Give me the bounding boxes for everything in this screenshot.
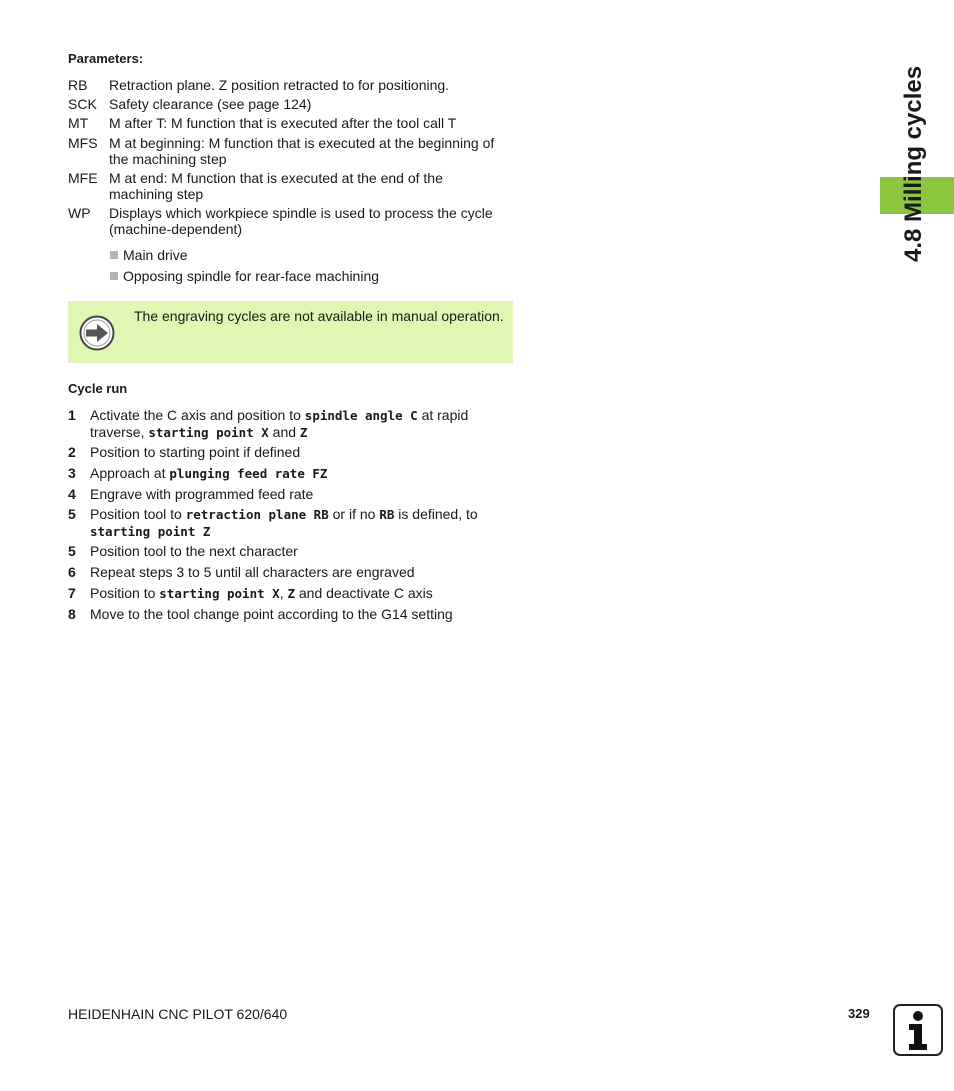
param-desc: Safety clearance (see page 124) [109,96,312,112]
step-text: Repeat steps 3 to 5 until all characters are engraved [90,564,415,580]
step-number: 5 [68,506,76,522]
step-number: 7 [68,585,76,601]
info-icon [893,1004,943,1056]
step-number: 8 [68,606,76,622]
param-abbr: SCK [68,96,97,112]
page-number: 329 [848,1006,870,1021]
list-item-text: Main drive [123,247,188,263]
param-abbr: RB [68,77,88,93]
param-desc: Retraction plane. Z position retracted to for positioning. [109,77,450,93]
step-number: 3 [68,465,76,481]
step-text: Position to starting point X, Z and deactivate C axis [90,585,433,601]
cycle-run-heading: Cycle run [68,381,128,396]
step-text: Activate the C axis and position to spindle angle C at rapid traverse, starting point X and Z [90,407,469,440]
step-number: 5 [68,543,76,559]
parameters-heading: Parameters: [68,51,144,66]
param-desc: Displays which workpiece spindle is used to process the cycle (machine-dependent) [109,205,493,237]
step-number: 2 [68,444,76,460]
square-bullet-icon [110,251,118,259]
step-text: Move to the tool change point according to the G14 setting [90,606,453,622]
param-desc: M after T: M function that is executed after the tool call T [109,115,457,131]
list-item-text: Opposing spindle for rear-face machining [123,268,380,284]
list-item [110,268,379,284]
section-title: 4.8 Milling cycles [900,65,927,262]
param-desc: M at beginning: M function that is executed at the beginning of the machining step [109,135,495,167]
square-bullet-icon [110,272,118,280]
note-text: The engraving cycles are not available in manual operation. [134,308,504,324]
step-number: 6 [68,564,76,580]
step-number: 1 [68,407,76,423]
footer-product: HEIDENHAIN CNC PILOT 620/640 [68,1006,288,1022]
arrow-right-icon [79,315,115,351]
param-abbr: MFE [68,170,98,186]
step-text: Position tool to the next character [90,543,298,559]
param-abbr: WP [68,205,91,221]
step-text: Approach at plunging feed rate FZ [90,465,328,481]
param-abbr: MFS [68,135,98,151]
note-box [68,301,513,363]
step-number: 4 [68,486,76,502]
list-item [110,247,188,263]
step-text: Position tool to retraction plane RB or if no RB is defined, to starting point Z [90,506,478,539]
param-abbr: MT [68,115,89,131]
step-text: Position to starting point if defined [90,444,301,460]
param-desc: M at end: M function that is executed at the end of the machining step [109,170,443,202]
step-text: Engrave with programmed feed rate [90,486,314,502]
